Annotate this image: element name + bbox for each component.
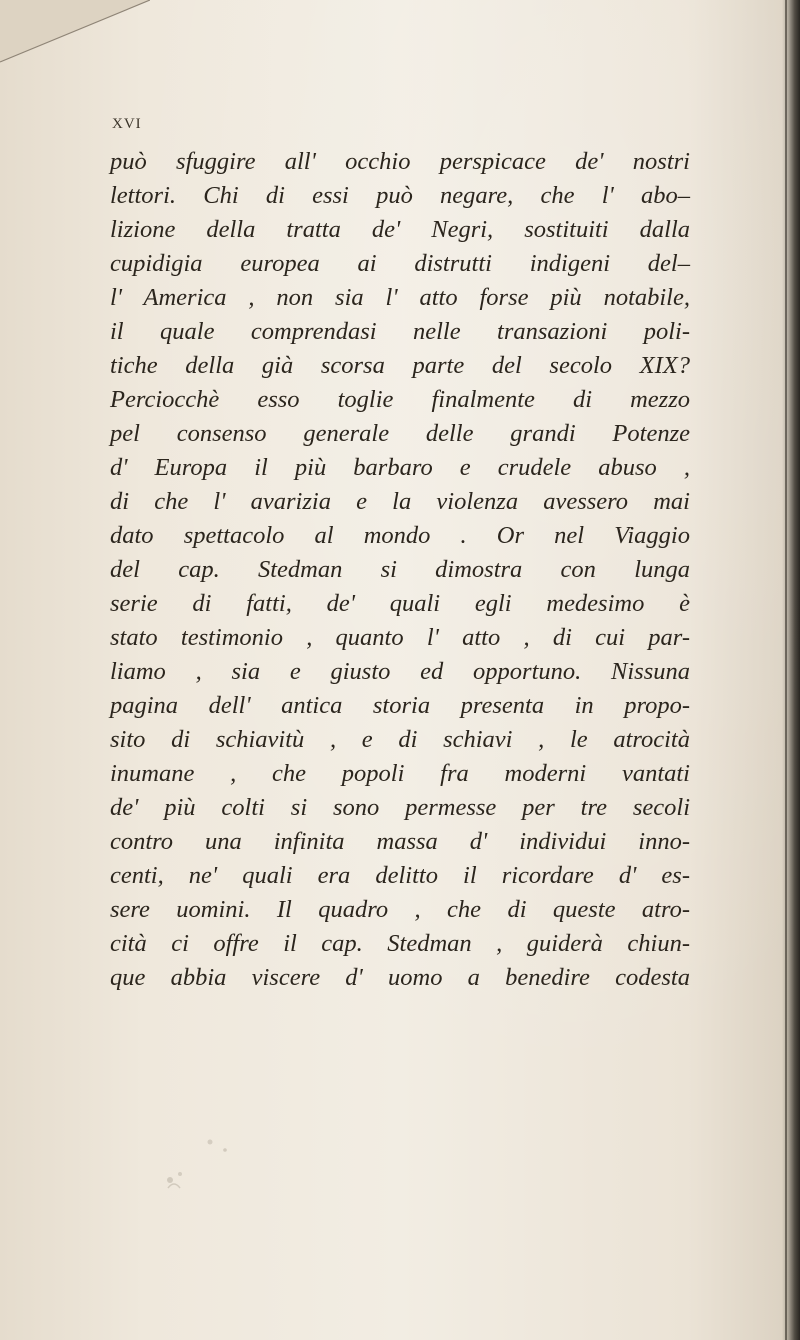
body-text bbox=[110, 145, 690, 995]
text-line: sito di schiavitù , e di schiavi , le atrocità bbox=[110, 726, 690, 753]
text-line: il quale comprendasi nelle transazioni poli- bbox=[110, 318, 690, 345]
text-line: di che l' avarizia e la violenza avessero mai bbox=[110, 488, 690, 515]
text-line: pel consenso generale delle grandi Potenze bbox=[110, 420, 690, 447]
text-line: l' America , non sia l' atto forse più notabile, bbox=[110, 284, 690, 311]
text-line: de' più colti si sono permesse per tre secoli bbox=[110, 794, 690, 821]
text-line: inumane , che popoli fra moderni vantati bbox=[110, 760, 690, 787]
page-edge-line bbox=[785, 0, 787, 1340]
text-line: centi, ne' quali era delitto il ricordare d' es- bbox=[110, 862, 690, 889]
text-line: contro una infinita massa d' individui inno- bbox=[110, 828, 690, 855]
text-line: que abbia viscere d' uomo a benedire codesta bbox=[110, 964, 690, 991]
text-line: cupidigia europea ai distrutti indigeni del– bbox=[110, 250, 690, 277]
text-line: stato testimonio , quanto l' atto , di cui par- bbox=[110, 624, 690, 651]
text-line: dato spettacolo al mondo . Or nel Viaggio bbox=[110, 522, 690, 549]
text-line: lizione della tratta de' Negri, sostituiti dalla bbox=[110, 216, 690, 243]
text-line: tiche della già scorsa parte del secolo XIX? bbox=[110, 352, 690, 379]
text-line: lettori. Chi di essi può negare, che l' abo– bbox=[110, 182, 690, 209]
text-line: pagina dell' antica storia presenta in propo- bbox=[110, 692, 690, 719]
page-number: XVI bbox=[112, 116, 142, 132]
ink-smudge bbox=[150, 1130, 270, 1200]
text-line: liamo , sia e giusto ed opportuno. Nissuna bbox=[110, 658, 690, 685]
text-line: d' Europa il più barbaro e crudele abuso , bbox=[110, 454, 690, 481]
page-corner-fold bbox=[0, 0, 150, 80]
text-line: sere uomini. Il quadro , che di queste atro- bbox=[110, 896, 690, 923]
text-line: può sfuggire all' occhio perspicace de' nostri bbox=[110, 148, 690, 175]
text-line: del cap. Stedman si dimostra con lunga bbox=[110, 556, 690, 583]
text-line: Perciocchè esso toglie finalmente di mezzo bbox=[110, 386, 690, 413]
text-line: serie di fatti, de' quali egli medesimo è bbox=[110, 590, 690, 617]
text-line: cità ci offre il cap. Stedman , guiderà chiun- bbox=[110, 930, 690, 957]
